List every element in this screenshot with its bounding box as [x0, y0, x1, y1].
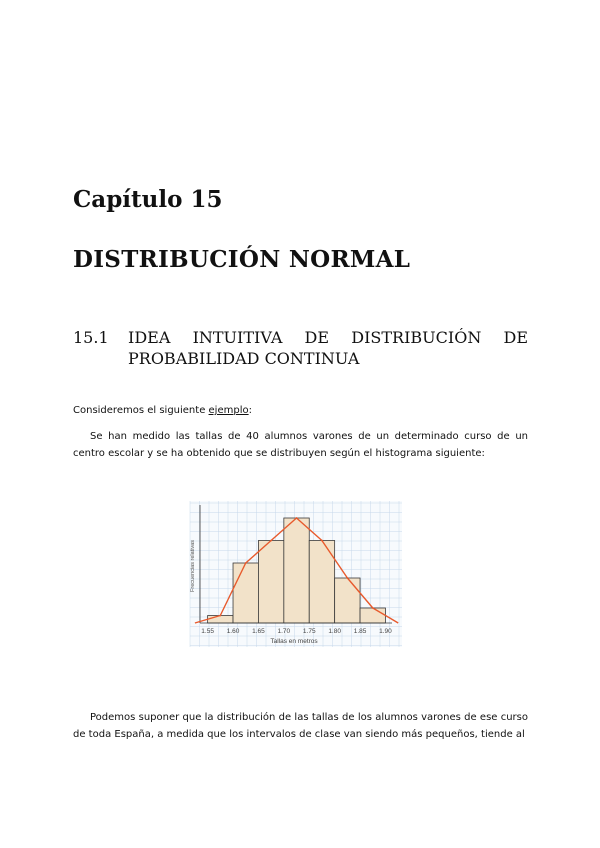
histogram-bar: [208, 616, 233, 624]
intro-paragraph: [73, 402, 528, 419]
histogram-bar: [360, 608, 385, 623]
x-tick-label: 1.90: [379, 628, 392, 635]
histogram-bar: [284, 518, 309, 623]
example-link[interactable]: ejemplo: [208, 405, 249, 416]
y-axis-label: Frecuencias relativas: [190, 540, 196, 592]
x-tick-label: 1.70: [277, 628, 291, 635]
chapter-title: DISTRIBUCIÓN NORMAL: [73, 246, 411, 273]
x-tick-label: 1.55: [201, 628, 214, 635]
polygon-point: [219, 615, 221, 617]
x-tick-label: 1.60: [226, 628, 240, 635]
polygon-point: [270, 540, 272, 542]
x-tick-label: 1.65: [252, 628, 265, 635]
x-axis-label: Tallas en metros: [270, 638, 318, 645]
polygon-point: [296, 517, 298, 519]
intro-text: Consideremos el siguiente: [73, 405, 209, 416]
histogram-figure: [188, 501, 404, 651]
section-title-line1: IDEA INTUITIVA DE DISTRIBUCIÓN DE: [128, 328, 528, 347]
section-title-line2: PROBABILIDAD CONTINUA: [128, 349, 360, 368]
section-heading: [73, 327, 528, 369]
histogram-chart: [188, 501, 404, 651]
chapter-heading: Capítulo 15: [73, 186, 223, 213]
body-paragraph-2: Podemos suponer que la distribución de las tallas de los alumnos varones de ese curso de toda España, a medida que los intervalos de clase van siendo más pequeños, tiende al: [73, 712, 528, 740]
section-number: 15.1: [73, 328, 109, 347]
x-tick-label: 1.80: [328, 628, 341, 635]
polygon-point: [346, 577, 348, 579]
polygon-point: [372, 607, 374, 609]
histogram-bar: [233, 563, 258, 623]
polygon-point: [321, 540, 323, 542]
body-paragraph-1: Se han medido las tallas de 40 alumnos varones de un determinado curso de un centro escolar y se ha obtenido que se distribuyen según el histograma siguiente:: [73, 431, 528, 459]
x-tick-label: 1.75: [302, 628, 316, 635]
intro-colon: :: [248, 405, 252, 416]
histogram-bar: [335, 578, 360, 623]
polygon-point: [245, 562, 247, 564]
histogram-bar: [258, 541, 283, 624]
x-tick-label: 1.85: [353, 628, 367, 635]
